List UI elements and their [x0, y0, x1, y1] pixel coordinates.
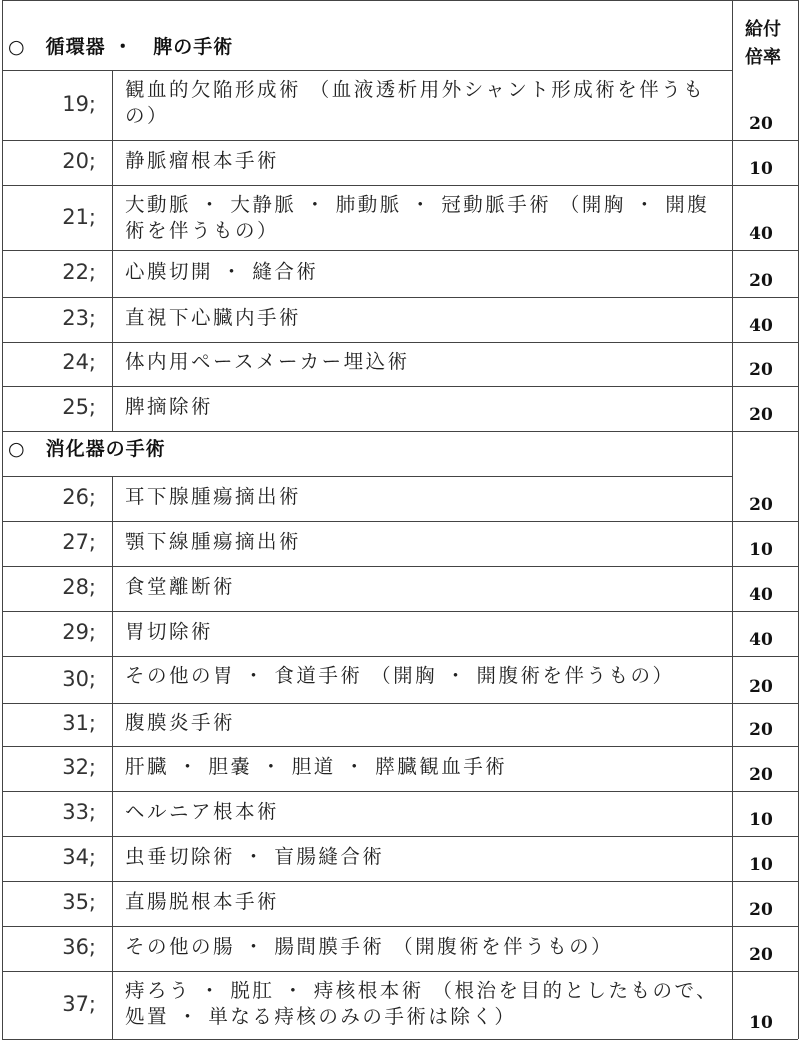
number-column-divider: [112, 746, 113, 791]
number-column-divider: [112, 140, 113, 185]
number-column-divider: [112, 185, 113, 250]
row-number: 23;: [62, 305, 96, 330]
row-number: 36;: [62, 934, 96, 959]
number-column-divider: [112, 521, 113, 566]
procedure-name: 耳下腺腫瘍摘出術: [125, 484, 302, 508]
number-column-divider: [112, 656, 113, 703]
benefit-rate-value: 20: [749, 114, 773, 134]
number-column-divider: [112, 386, 113, 431]
benefit-rate-value: 40: [749, 316, 773, 336]
number-column-divider: [112, 342, 113, 386]
row-number: 31;: [62, 710, 96, 735]
table-border-right: [798, 0, 799, 1039]
benefit-rate-value: 20: [749, 495, 773, 515]
number-column-divider: [112, 971, 113, 1039]
number-column-divider: [112, 703, 113, 746]
benefit-rate-value: 20: [749, 271, 773, 291]
number-column-divider: [112, 611, 113, 656]
number-column-divider: [112, 926, 113, 971]
benefit-rate-value: 20: [749, 945, 773, 965]
row-number: 28;: [62, 574, 96, 599]
row-number: 19;: [62, 92, 96, 116]
number-column-divider: [112, 836, 113, 881]
benefit-rate-header-line2: 倍率: [745, 47, 781, 68]
benefit-rate-value: 20: [749, 405, 773, 425]
benefit-rate-value: 20: [749, 677, 773, 697]
table-border-top: [2, 0, 798, 1]
row-number: 35;: [62, 889, 96, 914]
benefit-rate-value: 20: [749, 900, 773, 920]
procedure-name: その他の腸 ・ 腸間膜手術 （開腹術を伴うもの）: [125, 934, 614, 958]
benefit-rate-value: 40: [749, 585, 773, 605]
benefit-rate-value: 20: [749, 720, 773, 740]
procedure-name: 胃切除術: [125, 619, 214, 643]
benefit-rate-value: 10: [749, 1013, 773, 1033]
procedure-name: 直視下心臓内手術: [125, 305, 302, 329]
benefit-rate-value: 10: [749, 810, 773, 830]
row-number: 27;: [62, 529, 96, 554]
row-number: 22;: [62, 259, 96, 284]
benefit-rate-value: 10: [749, 159, 773, 179]
number-column-divider: [112, 250, 113, 297]
benefit-rate-value: 10: [749, 855, 773, 875]
procedure-name: 心膜切開 ・ 縫合術: [125, 259, 319, 283]
row-number: 34;: [62, 844, 96, 869]
number-column-divider: [112, 70, 113, 140]
row-number: 30;: [62, 666, 96, 691]
benefit-rate-value: 40: [749, 630, 773, 650]
number-column-divider: [112, 881, 113, 926]
number-column-divider: [112, 566, 113, 611]
row-number: 25;: [62, 394, 96, 419]
number-column-divider: [112, 297, 113, 342]
number-column-divider: [112, 476, 113, 521]
procedure-name: 脾摘除術: [125, 394, 214, 418]
benefit-rate-value: 40: [749, 224, 773, 244]
section-title: ○ 消化器の手術: [8, 438, 166, 460]
procedure-name: 顎下線腫瘍摘出術: [125, 529, 302, 553]
row-number: 21;: [62, 204, 96, 229]
benefit-rate-value: 20: [749, 360, 773, 380]
row-number: 26;: [62, 484, 96, 509]
procedure-name: その他の胃 ・ 食道手術 （開胸 ・ 開腹術を伴うもの）: [125, 664, 675, 687]
procedure-name: 静脈瘤根本手術: [125, 148, 280, 172]
row-number: 29;: [62, 619, 96, 644]
procedure-name: 腹膜炎手術: [125, 710, 236, 734]
rate-column-divider: [732, 0, 733, 1039]
procedure-name: 大動脈 ・ 大静脈 ・ 肺動脈 ・ 冠動脈手術 （開胸 ・ 開腹術を伴うもの）: [125, 193, 710, 242]
row-number: 33;: [62, 799, 96, 824]
row-number: 37;: [62, 992, 96, 1016]
section-title: ○ 循環器 ・ 脾の手術: [8, 36, 234, 58]
benefit-rate-value: 20: [749, 765, 773, 785]
row-number: 24;: [62, 350, 96, 374]
procedure-name: 肝臓 ・ 胆嚢 ・ 胆道 ・ 膵臓観血手術: [125, 754, 508, 778]
benefit-rate-header: [738, 16, 788, 72]
procedure-name: ヘルニア根本術: [125, 799, 280, 823]
row-number: 32;: [62, 754, 96, 779]
procedure-name: 体内用ペースメーカー埋込術: [125, 350, 410, 373]
procedure-name: 虫垂切除術 ・ 盲腸縫合術: [125, 844, 385, 868]
row-number: 20;: [62, 148, 96, 173]
procedure-name: 痔ろう ・ 脱肛 ・ 痔核根本術 （根治を目的としたもので、処置 ・ 単なる痔核のみの手術は除く）: [125, 979, 719, 1028]
table-border-left: [2, 0, 3, 1039]
procedure-name: 食堂離断術: [125, 574, 236, 598]
number-column-divider: [112, 791, 113, 836]
benefit-rate-value: 10: [749, 540, 773, 560]
procedure-name: 観血的欠陥形成術 （血液透析用外シャント形成術を伴うもの）: [125, 78, 706, 127]
benefit-rate-header-line1: 給付: [745, 19, 781, 40]
procedure-name: 直腸脱根本手術: [125, 889, 280, 913]
